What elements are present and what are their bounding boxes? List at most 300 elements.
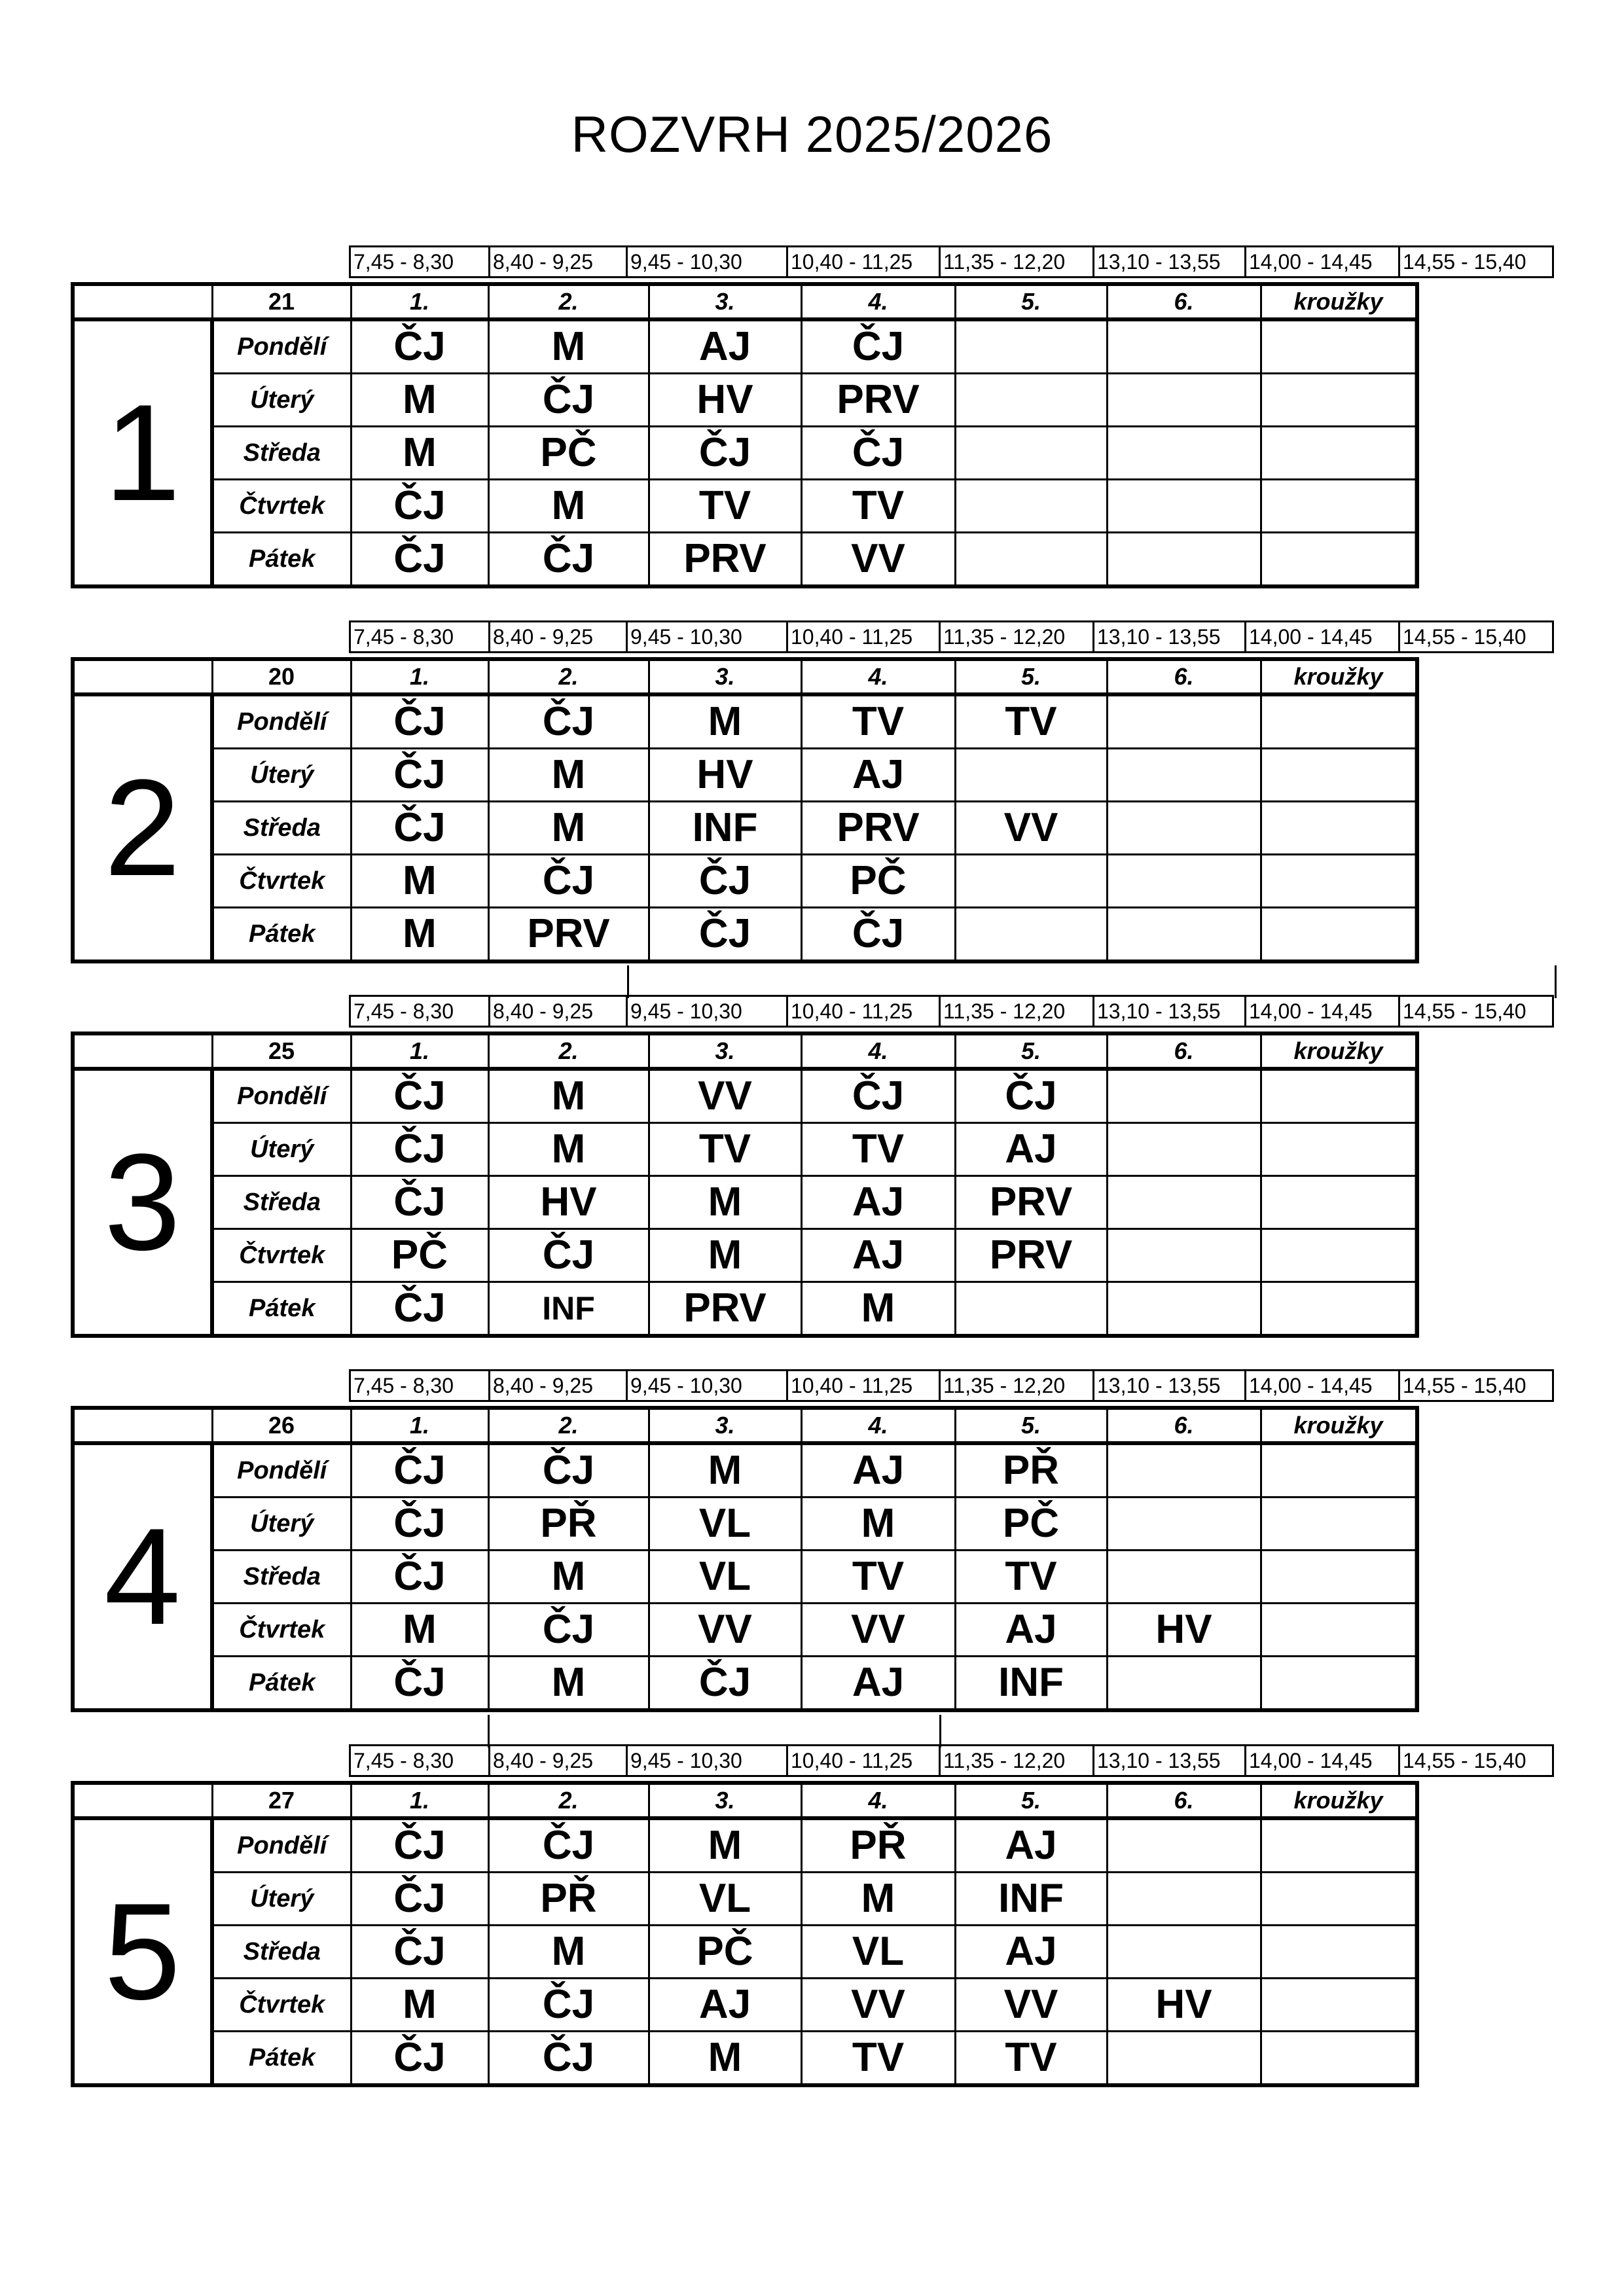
lesson-cell: PČ <box>955 1498 1107 1551</box>
day-row <box>73 1176 1417 1229</box>
time-slot: 14,00 - 14,45 <box>1246 247 1399 278</box>
lesson-cell: VV <box>801 1604 955 1657</box>
time-slot: 9,45 - 10,30 <box>627 1746 787 1776</box>
lesson-cell <box>1107 749 1261 802</box>
time-slot: 10,40 - 11,25 <box>787 247 940 278</box>
day-row <box>73 480 1417 533</box>
lesson-cell: ČJ <box>649 427 801 480</box>
time-slot: 7,45 - 8,30 <box>350 1371 490 1401</box>
day-row <box>73 319 1417 374</box>
day-name: Čtvrtek <box>212 480 351 533</box>
lesson-cell: ČJ <box>351 694 488 749</box>
krouzky-cell <box>1415 1282 1417 1336</box>
krouzky-cell <box>1415 2032 1417 2086</box>
period-header: 2. <box>488 659 649 694</box>
time-slot: 14,55 - 15,40 <box>1399 996 1553 1027</box>
lesson-cell: ČJ <box>351 1123 488 1176</box>
day-name: Pátek <box>212 1282 351 1336</box>
time-slot: 8,40 - 9,25 <box>490 1746 627 1776</box>
lesson-cell: PŘ <box>488 1498 649 1551</box>
lesson-cell <box>1107 427 1261 480</box>
lesson-cell: M <box>488 1069 649 1123</box>
lesson-cell <box>1107 1926 1261 1979</box>
lesson-cell: M <box>801 1873 955 1926</box>
period-header: 4. <box>801 659 955 694</box>
lesson-cell <box>1107 480 1261 533</box>
lesson-cell: ČJ <box>351 1498 488 1551</box>
lesson-cell: PRV <box>649 1282 801 1336</box>
time-slot: 9,45 - 10,30 <box>627 996 787 1027</box>
lesson-cell: PŘ <box>955 1443 1107 1498</box>
lesson-cell <box>955 480 1107 533</box>
period-header: 2. <box>488 284 649 319</box>
class-timetable-1 <box>0 245 1624 612</box>
period-header: 1. <box>351 284 488 319</box>
day-row <box>73 1604 1417 1657</box>
krouzky-cell <box>1261 1443 1415 1498</box>
krouzky-cell <box>1415 694 1417 749</box>
time-slots-row <box>349 1369 1554 1402</box>
lesson-cell: ČJ <box>351 2032 488 2086</box>
day-name: Čtvrtek <box>212 1604 351 1657</box>
schedule-grid <box>71 1781 1419 2087</box>
lesson-cell: M <box>488 1657 649 1711</box>
day-row <box>73 374 1417 427</box>
lesson-cell: AJ <box>955 1926 1107 1979</box>
day-row <box>73 749 1417 802</box>
time-slots-row <box>349 245 1554 278</box>
pupil-count: 27 <box>212 1783 351 1818</box>
period-header: 1. <box>351 1783 488 1818</box>
period-header: 3. <box>649 1783 801 1818</box>
lesson-cell: M <box>351 908 488 962</box>
lesson-cell: ČJ <box>649 855 801 908</box>
lesson-cell: ČJ <box>488 1979 649 2032</box>
lesson-cell: AJ <box>801 1229 955 1282</box>
time-slot: 10,40 - 11,25 <box>787 1371 940 1401</box>
day-name: Středa <box>212 1176 351 1229</box>
pupil-count: 26 <box>212 1408 351 1443</box>
period-header: 5. <box>955 659 1107 694</box>
krouzky-cell <box>1261 1551 1415 1604</box>
time-slot: 11,35 - 12,20 <box>940 1371 1094 1401</box>
krouzky-cell <box>1415 802 1417 855</box>
period-header: 5. <box>955 284 1107 319</box>
class-timetable-3 <box>0 995 1624 1361</box>
time-slot: 14,55 - 15,40 <box>1399 247 1553 278</box>
time-slot: 10,40 - 11,25 <box>787 1746 940 1776</box>
lesson-cell <box>1107 1498 1261 1551</box>
krouzky-cell <box>1415 855 1417 908</box>
lesson-cell: PRV <box>801 802 955 855</box>
lesson-cell <box>955 374 1107 427</box>
day-row <box>73 427 1417 480</box>
krouzky-cell <box>1261 1282 1415 1336</box>
period-header: 6. <box>1107 659 1261 694</box>
pupil-count: 21 <box>212 284 351 319</box>
lesson-cell: PČ <box>649 1926 801 1979</box>
lesson-cell: ČJ <box>351 1926 488 1979</box>
krouzky-cell <box>1261 1498 1415 1551</box>
day-row <box>73 855 1417 908</box>
lesson-cell: ČJ <box>488 374 649 427</box>
krouzky-cell <box>1415 1926 1417 1979</box>
time-slot: 8,40 - 9,25 <box>490 622 627 653</box>
day-name: Středa <box>212 1551 351 1604</box>
lesson-cell: ČJ <box>488 694 649 749</box>
lesson-cell: ČJ <box>351 480 488 533</box>
day-name: Pondělí <box>212 1443 351 1498</box>
connector-line <box>939 1715 941 1748</box>
time-slot: 13,10 - 13,55 <box>1094 1371 1246 1401</box>
period-header: 4. <box>801 1783 955 1818</box>
lesson-cell <box>1107 319 1261 374</box>
lesson-cell: TV <box>801 480 955 533</box>
period-header: 6. <box>1107 1033 1261 1069</box>
period-header: 3. <box>649 659 801 694</box>
lesson-cell: ČJ <box>351 1069 488 1123</box>
krouzky-cell <box>1415 1818 1417 1873</box>
period-header: 6. <box>1107 1408 1261 1443</box>
lesson-cell <box>1107 1818 1261 1873</box>
time-slot: 8,40 - 9,25 <box>490 996 627 1027</box>
lesson-cell: M <box>351 1979 488 2032</box>
krouzky-cell <box>1261 855 1415 908</box>
time-slots-row <box>349 995 1554 1028</box>
period-header: 5. <box>955 1033 1107 1069</box>
time-slot: 13,10 - 13,55 <box>1094 1746 1246 1776</box>
lesson-cell: M <box>488 1926 649 1979</box>
day-row <box>73 2032 1417 2086</box>
time-slot: 11,35 - 12,20 <box>940 247 1094 278</box>
lesson-cell: M <box>488 480 649 533</box>
day-name: Úterý <box>212 1873 351 1926</box>
period-header: 5. <box>955 1783 1107 1818</box>
header-blank-cell <box>73 1408 212 1443</box>
day-row <box>73 1229 1417 1282</box>
lesson-cell: TV <box>801 1551 955 1604</box>
lesson-cell: M <box>649 694 801 749</box>
krouzky-cell <box>1261 1069 1415 1123</box>
period-header-krouzky: kroužky <box>1261 284 1417 319</box>
period-header: 3. <box>649 1408 801 1443</box>
krouzky-cell <box>1261 694 1415 749</box>
time-slot: 7,45 - 8,30 <box>350 247 490 278</box>
time-slot: 14,00 - 14,45 <box>1246 622 1399 653</box>
lesson-cell <box>1107 1229 1261 1282</box>
day-name: Středa <box>212 802 351 855</box>
lesson-cell <box>1107 1176 1261 1229</box>
lesson-cell: ČJ <box>955 1069 1107 1123</box>
time-slot: 7,45 - 8,30 <box>350 996 490 1027</box>
day-name: Úterý <box>212 374 351 427</box>
lesson-cell: ČJ <box>488 855 649 908</box>
day-row <box>73 1069 1417 1123</box>
time-slot: 8,40 - 9,25 <box>490 247 627 278</box>
krouzky-cell <box>1415 1229 1417 1282</box>
time-slot: 11,35 - 12,20 <box>940 622 1094 653</box>
krouzky-cell <box>1415 1873 1417 1926</box>
day-name: Úterý <box>212 1498 351 1551</box>
period-header: 4. <box>801 284 955 319</box>
lesson-cell <box>1107 694 1261 749</box>
period-header-krouzky: kroužky <box>1261 1783 1417 1818</box>
lesson-cell: PČ <box>801 855 955 908</box>
period-header: 4. <box>801 1033 955 1069</box>
time-slot: 10,40 - 11,25 <box>787 622 940 653</box>
time-slot: 9,45 - 10,30 <box>627 622 787 653</box>
header-row <box>73 284 1417 319</box>
lesson-cell: VV <box>955 802 1107 855</box>
time-slot: 13,10 - 13,55 <box>1094 996 1246 1027</box>
lesson-cell: AJ <box>801 1176 955 1229</box>
lesson-cell: ČJ <box>351 319 488 374</box>
lesson-cell: VL <box>649 1551 801 1604</box>
krouzky-cell <box>1261 427 1415 480</box>
lesson-cell: TV <box>955 2032 1107 2086</box>
lesson-cell: VV <box>955 1979 1107 2032</box>
lesson-cell: PRV <box>955 1229 1107 1282</box>
lesson-cell: ČJ <box>649 908 801 962</box>
time-slot: 8,40 - 9,25 <box>490 1371 627 1401</box>
lesson-cell: ČJ <box>649 1657 801 1711</box>
time-slot: 7,45 - 8,30 <box>350 1746 490 1776</box>
lesson-cell <box>1107 908 1261 962</box>
time-slot: 7,45 - 8,30 <box>350 622 490 653</box>
lesson-cell: M <box>649 1176 801 1229</box>
lesson-cell: AJ <box>955 1818 1107 1873</box>
header-blank-cell <box>73 1783 212 1818</box>
period-header: 4. <box>801 1408 955 1443</box>
lesson-cell: M <box>488 319 649 374</box>
time-slot: 13,10 - 13,55 <box>1094 247 1246 278</box>
krouzky-cell <box>1261 1926 1415 1979</box>
period-header: 3. <box>649 1033 801 1069</box>
day-name: Středa <box>212 1926 351 1979</box>
krouzky-cell <box>1261 1657 1415 1711</box>
lesson-cell: ČJ <box>488 1229 649 1282</box>
time-slot: 14,00 - 14,45 <box>1246 1746 1399 1776</box>
lesson-cell: M <box>488 749 649 802</box>
lesson-cell: M <box>351 427 488 480</box>
time-slot: 13,10 - 13,55 <box>1094 622 1246 653</box>
lesson-cell: M <box>801 1282 955 1336</box>
lesson-cell <box>1107 374 1261 427</box>
lesson-cell: PRV <box>801 374 955 427</box>
lesson-cell: AJ <box>801 1443 955 1498</box>
krouzky-cell <box>1261 2032 1415 2086</box>
lesson-cell: PČ <box>351 1229 488 1282</box>
krouzky-cell <box>1415 374 1417 427</box>
lesson-cell: M <box>488 1123 649 1176</box>
day-row <box>73 802 1417 855</box>
lesson-cell: HV <box>1107 1979 1261 2032</box>
time-slot: 14,55 - 15,40 <box>1399 1371 1553 1401</box>
lesson-cell: ČJ <box>351 1176 488 1229</box>
lesson-cell <box>1107 533 1261 587</box>
lesson-cell: M <box>801 1498 955 1551</box>
lesson-cell: ČJ <box>351 1657 488 1711</box>
lesson-cell: M <box>649 1818 801 1873</box>
krouzky-cell <box>1415 749 1417 802</box>
lesson-cell: ČJ <box>351 1551 488 1604</box>
krouzky-cell <box>1261 480 1415 533</box>
lesson-cell <box>1107 802 1261 855</box>
time-slots-row <box>349 1744 1554 1777</box>
class-number: 4 <box>73 1443 212 1710</box>
lesson-cell <box>1107 1551 1261 1604</box>
period-header: 2. <box>488 1783 649 1818</box>
header-row <box>73 1033 1417 1069</box>
lesson-cell: M <box>649 1443 801 1498</box>
lesson-cell <box>1107 1657 1261 1711</box>
lesson-cell: HV <box>1107 1604 1261 1657</box>
lesson-cell: M <box>351 855 488 908</box>
krouzky-cell <box>1261 1873 1415 1926</box>
time-slot: 9,45 - 10,30 <box>627 247 787 278</box>
lesson-cell <box>955 533 1107 587</box>
lesson-cell: ČJ <box>801 319 955 374</box>
header-row <box>73 1408 1417 1443</box>
lesson-cell: AJ <box>649 319 801 374</box>
day-row <box>73 1123 1417 1176</box>
lesson-cell: HV <box>649 749 801 802</box>
class-timetable-2 <box>0 620 1624 987</box>
class-timetable-4 <box>0 1369 1624 1736</box>
day-row <box>73 694 1417 749</box>
time-slot: 10,40 - 11,25 <box>787 996 940 1027</box>
lesson-cell: ČJ <box>801 908 955 962</box>
lesson-cell <box>955 908 1107 962</box>
lesson-cell: VV <box>801 1979 955 2032</box>
lesson-cell: M <box>488 1551 649 1604</box>
class-number: 5 <box>73 1818 212 2085</box>
krouzky-cell <box>1261 533 1415 587</box>
lesson-cell: VL <box>649 1498 801 1551</box>
period-header: 6. <box>1107 1783 1261 1818</box>
krouzky-cell <box>1415 1551 1417 1604</box>
krouzky-cell <box>1261 908 1415 962</box>
lesson-cell <box>1107 1123 1261 1176</box>
lesson-cell <box>1107 1069 1261 1123</box>
lesson-cell: ČJ <box>351 749 488 802</box>
day-name: Pondělí <box>212 1818 351 1873</box>
lesson-cell: ČJ <box>488 2032 649 2086</box>
lesson-cell <box>955 319 1107 374</box>
krouzky-cell <box>1415 1604 1417 1657</box>
lesson-cell: PŘ <box>801 1818 955 1873</box>
krouzky-cell <box>1261 802 1415 855</box>
lesson-cell: ČJ <box>351 1443 488 1498</box>
lesson-cell: TV <box>801 1123 955 1176</box>
day-name: Pátek <box>212 533 351 587</box>
period-header-krouzky: kroužky <box>1261 1408 1417 1443</box>
lesson-cell <box>1107 2032 1261 2086</box>
day-row <box>73 1818 1417 1873</box>
time-slot: 9,45 - 10,30 <box>627 1371 787 1401</box>
class-number: 3 <box>73 1069 212 1336</box>
lesson-cell <box>1107 1282 1261 1336</box>
day-row <box>73 1282 1417 1336</box>
krouzky-cell <box>1415 1498 1417 1551</box>
day-name: Pátek <box>212 908 351 962</box>
day-name: Úterý <box>212 749 351 802</box>
page-title: ROZVRH 2025/2026 <box>571 105 1053 163</box>
pupil-count: 25 <box>212 1033 351 1069</box>
lesson-cell: ČJ <box>488 1604 649 1657</box>
lesson-cell: INF <box>649 802 801 855</box>
connector-line <box>627 965 629 998</box>
header-row <box>73 1783 1417 1818</box>
krouzky-cell <box>1415 319 1417 374</box>
day-row <box>73 908 1417 962</box>
krouzky-cell <box>1261 1979 1415 2032</box>
lesson-cell: ČJ <box>351 1282 488 1336</box>
lesson-cell: AJ <box>955 1604 1107 1657</box>
period-header: 3. <box>649 284 801 319</box>
krouzky-cell <box>1261 1818 1415 1873</box>
lesson-cell <box>955 427 1107 480</box>
day-row <box>73 1551 1417 1604</box>
lesson-cell: PČ <box>488 427 649 480</box>
schedule-grid <box>71 657 1419 963</box>
lesson-cell <box>1107 1443 1261 1498</box>
day-name: Čtvrtek <box>212 855 351 908</box>
period-header: 2. <box>488 1033 649 1069</box>
krouzky-cell <box>1415 908 1417 962</box>
day-name: Pondělí <box>212 1069 351 1123</box>
day-name: Pátek <box>212 2032 351 2086</box>
header-blank-cell <box>73 659 212 694</box>
lesson-cell: VV <box>649 1604 801 1657</box>
lesson-cell: INF <box>955 1657 1107 1711</box>
day-row <box>73 1926 1417 1979</box>
time-slot: 11,35 - 12,20 <box>940 1746 1094 1776</box>
period-header-krouzky: kroužky <box>1261 659 1417 694</box>
class-number: 2 <box>73 694 212 961</box>
period-header: 5. <box>955 1408 1107 1443</box>
header-blank-cell <box>73 284 212 319</box>
krouzky-cell <box>1415 427 1417 480</box>
lesson-cell: HV <box>649 374 801 427</box>
day-name: Středa <box>212 427 351 480</box>
krouzky-cell <box>1261 319 1415 374</box>
lesson-cell: VL <box>649 1873 801 1926</box>
day-row <box>73 1498 1417 1551</box>
period-header: 1. <box>351 1408 488 1443</box>
class-number: 1 <box>73 319 212 586</box>
lesson-cell: PRV <box>649 533 801 587</box>
lesson-cell <box>1107 1873 1261 1926</box>
krouzky-cell <box>1415 1069 1417 1123</box>
lesson-cell: M <box>649 2032 801 2086</box>
day-name: Čtvrtek <box>212 1979 351 2032</box>
krouzky-cell <box>1261 1604 1415 1657</box>
lesson-cell: INF <box>955 1873 1107 1926</box>
schedule-grid <box>71 282 1419 588</box>
time-slot: 14,55 - 15,40 <box>1399 1746 1553 1776</box>
lesson-cell: AJ <box>649 1979 801 2032</box>
krouzky-cell <box>1261 1123 1415 1176</box>
lesson-cell: AJ <box>801 1657 955 1711</box>
connector-line <box>488 1715 490 1748</box>
pupil-count: 20 <box>212 659 351 694</box>
lesson-cell: VV <box>649 1069 801 1123</box>
day-name: Pondělí <box>212 319 351 374</box>
krouzky-cell <box>1261 749 1415 802</box>
lesson-cell: AJ <box>801 749 955 802</box>
lesson-cell: M <box>488 802 649 855</box>
